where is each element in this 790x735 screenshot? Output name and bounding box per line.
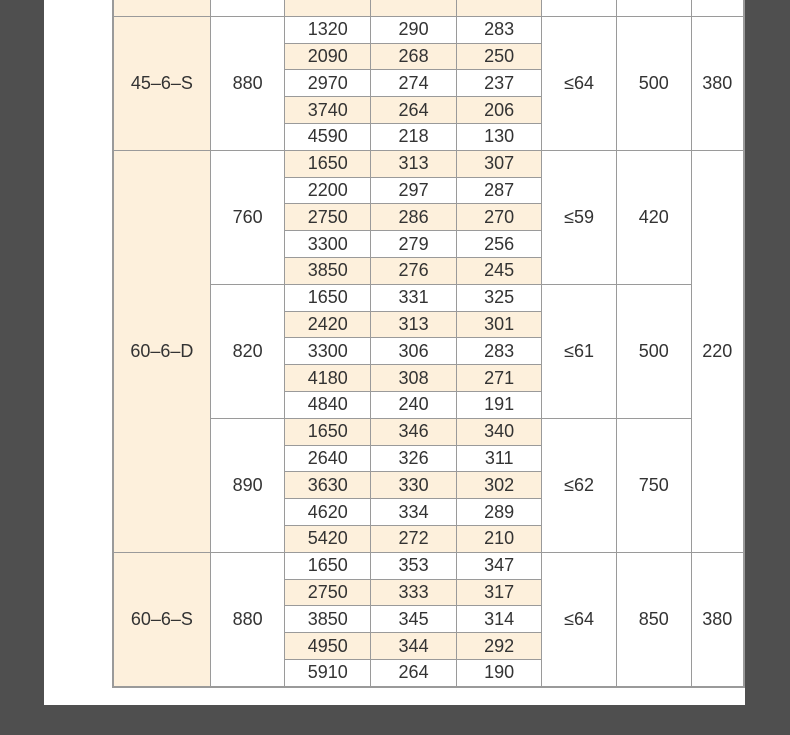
head-cell: 264 xyxy=(371,659,457,686)
head-cell: 240 xyxy=(371,391,457,418)
pressure-cell: 191 xyxy=(457,391,542,418)
table-row xyxy=(113,150,744,177)
flow-cell: 2750 xyxy=(285,204,371,231)
head-cell: 313 xyxy=(371,150,457,177)
efficiency-cell: ≤62 xyxy=(542,418,617,552)
head-cell: 290 xyxy=(371,16,457,43)
last-column-cell: 220 xyxy=(691,150,744,552)
power-cell: 850 xyxy=(616,552,691,686)
pressure-cell: 210 xyxy=(457,525,542,552)
flow-cell xyxy=(285,0,371,16)
head-cell: 326 xyxy=(371,445,457,472)
pressure-cell: 340 xyxy=(457,418,542,445)
speed-cell: 760 xyxy=(210,150,285,284)
head-cell: 346 xyxy=(371,418,457,445)
efficiency-cell: ≤64 xyxy=(542,552,617,686)
head-cell: 331 xyxy=(371,284,457,311)
head-cell: 286 xyxy=(371,204,457,231)
pressure-cell: 311 xyxy=(457,445,542,472)
speed-cell xyxy=(210,0,285,16)
flow-cell: 2090 xyxy=(285,43,371,70)
pressure-cell: 317 xyxy=(457,579,542,606)
head-cell: 274 xyxy=(371,70,457,97)
last-column-cell: 380 xyxy=(691,552,744,686)
flow-cell: 4590 xyxy=(285,123,371,150)
flow-cell: 2640 xyxy=(285,445,371,472)
last-column-cell: 380 xyxy=(691,16,744,150)
table-row xyxy=(113,16,744,43)
speed-cell: 820 xyxy=(210,284,285,418)
head-cell: 353 xyxy=(371,552,457,579)
head-cell: 272 xyxy=(371,525,457,552)
power-cell: 420 xyxy=(616,150,691,284)
head-cell: 276 xyxy=(371,257,457,284)
pressure-cell: 347 xyxy=(457,552,542,579)
power-cell: 500 xyxy=(616,16,691,150)
flow-cell: 4620 xyxy=(285,499,371,526)
model-cell: 60–6–D xyxy=(113,150,210,552)
flow-cell: 1650 xyxy=(285,284,371,311)
pressure-cell: 250 xyxy=(457,43,542,70)
pump-spec-table xyxy=(112,0,745,688)
flow-cell: 5910 xyxy=(285,659,371,686)
pressure-cell: 270 xyxy=(457,204,542,231)
head-cell: 297 xyxy=(371,177,457,204)
flow-cell: 4840 xyxy=(285,391,371,418)
flow-cell: 4180 xyxy=(285,365,371,392)
pressure-cell: 190 xyxy=(457,659,542,686)
head-cell: 344 xyxy=(371,633,457,660)
flow-cell: 3850 xyxy=(285,257,371,284)
head-cell: 279 xyxy=(371,231,457,258)
efficiency-cell xyxy=(542,0,617,16)
power-cell: 750 xyxy=(616,418,691,552)
efficiency-cell: ≤64 xyxy=(542,16,617,150)
flow-cell: 3300 xyxy=(285,231,371,258)
flow-cell: 1650 xyxy=(285,418,371,445)
head-cell: 330 xyxy=(371,472,457,499)
flow-cell: 3850 xyxy=(285,606,371,633)
table-row xyxy=(113,0,744,16)
head-cell: 218 xyxy=(371,123,457,150)
pressure-cell: 292 xyxy=(457,633,542,660)
pressure-cell: 287 xyxy=(457,177,542,204)
pressure-cell: 206 xyxy=(457,97,542,124)
table-row xyxy=(113,552,744,579)
head-cell: 306 xyxy=(371,338,457,365)
pressure-cell: 283 xyxy=(457,338,542,365)
model-cell: 45–6–S xyxy=(113,16,210,150)
pressure-cell: 307 xyxy=(457,150,542,177)
model-cell: 60–6–S xyxy=(113,552,210,686)
head-cell: 264 xyxy=(371,97,457,124)
pressure-cell: 130 xyxy=(457,123,542,150)
pressure-cell: 237 xyxy=(457,70,542,97)
pressure-cell: 289 xyxy=(457,499,542,526)
last-column-cell xyxy=(691,0,744,16)
flow-cell: 4950 xyxy=(285,633,371,660)
flow-cell: 1650 xyxy=(285,150,371,177)
head-cell: 308 xyxy=(371,365,457,392)
pressure-cell: 283 xyxy=(457,16,542,43)
head-cell: 268 xyxy=(371,43,457,70)
flow-cell: 3630 xyxy=(285,472,371,499)
document-page xyxy=(44,0,745,705)
power-cell: 500 xyxy=(616,284,691,418)
flow-cell: 2420 xyxy=(285,311,371,338)
flow-cell: 2200 xyxy=(285,177,371,204)
pressure-cell: 245 xyxy=(457,257,542,284)
speed-cell: 880 xyxy=(210,16,285,150)
head-cell: 334 xyxy=(371,499,457,526)
head-cell: 333 xyxy=(371,579,457,606)
head-cell: 345 xyxy=(371,606,457,633)
pressure-cell: 271 xyxy=(457,365,542,392)
flow-cell: 2750 xyxy=(285,579,371,606)
efficiency-cell: ≤59 xyxy=(542,150,617,284)
flow-cell: 3300 xyxy=(285,338,371,365)
pressure-cell: 314 xyxy=(457,606,542,633)
speed-cell: 890 xyxy=(210,418,285,552)
head-cell xyxy=(371,0,457,16)
head-cell: 313 xyxy=(371,311,457,338)
model-cell xyxy=(113,0,210,16)
pressure-cell: 302 xyxy=(457,472,542,499)
flow-cell: 5420 xyxy=(285,525,371,552)
flow-cell: 1650 xyxy=(285,552,371,579)
speed-cell: 880 xyxy=(210,552,285,686)
efficiency-cell: ≤61 xyxy=(542,284,617,418)
pressure-cell xyxy=(457,0,542,16)
pressure-cell: 301 xyxy=(457,311,542,338)
pressure-cell: 256 xyxy=(457,231,542,258)
flow-cell: 2970 xyxy=(285,70,371,97)
pressure-cell: 325 xyxy=(457,284,542,311)
flow-cell: 3740 xyxy=(285,97,371,124)
flow-cell: 1320 xyxy=(285,16,371,43)
power-cell xyxy=(616,0,691,16)
